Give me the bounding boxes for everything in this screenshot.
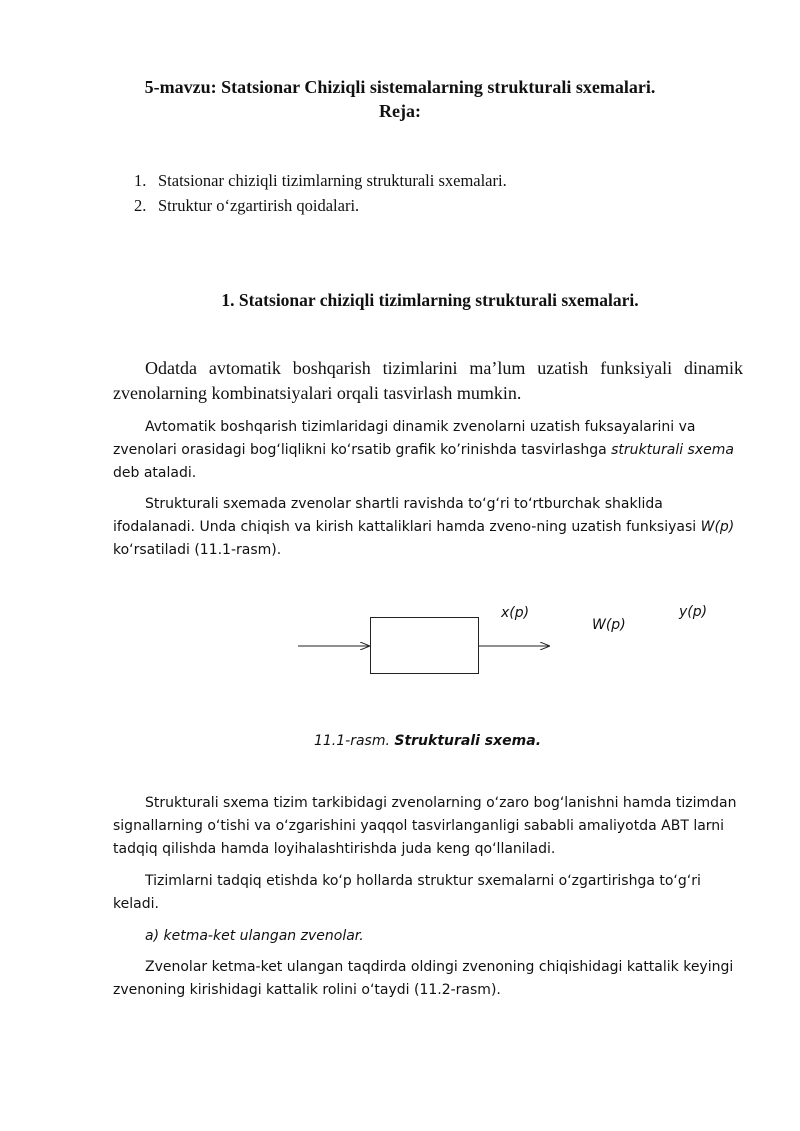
paragraph-text: Strukturali sxemada zvenolar shartli ravishda to‘g‘ri to‘rtburchak shaklida ifodalanadi. Unda chiqish va kirish kattaliklari hamda zveno-ning uzatish funksiyasi (113, 496, 701, 535)
plan-item-number: 2. (134, 196, 147, 215)
plan-heading: Reja: (379, 101, 421, 121)
paragraph-text: deb ataladi. (113, 465, 197, 481)
transformation-paragraph: Tizimlarni tadqiq etishda ko‘p hollarda struktur sxemalarni o‘zgartirishga to‘g‘ri keladi. (113, 873, 701, 912)
emphasis-term: strukturali sxema (611, 442, 734, 458)
transfer-block (371, 618, 479, 674)
plan-item-text: Struktur o‘zgartirish qoidalari. (158, 196, 360, 215)
page-title: 5-mavzu: Statsionar Chiziqli sistemalarning strukturali sxemalari. (144, 77, 656, 97)
intro-paragraph: Odatda avtomatik boshqarish tizimlarini ma’lum uzatish funksiyali dinamik zvenolarning kombinatsiyalari orqali tasvirlash mumkin. (113, 358, 743, 403)
input-signal-label: x(p) (501, 605, 530, 621)
output-signal-label: y(p) (679, 604, 708, 620)
caption-title: Strukturali sxema. (394, 733, 542, 749)
section-title: 1. Statsionar chiziqli tizimlarning strukturali sxemalari. (221, 290, 639, 310)
paragraph-text: Avtomatik boshqarish tizimlaridagi dinamik zvenolarni uzatish fuksayalarini va zvenolari orasidagi bog‘liqlikni ko‘rsatib grafik ko’rinishda tasvirlashga (113, 419, 696, 458)
plan-item-number: 1. (134, 171, 147, 190)
subsection-heading: a) ketma-ket ulangan zvenolar. (145, 928, 364, 944)
figure-caption (0, 733, 800, 749)
transfer-function-symbol: W(p) (700, 519, 735, 535)
usage-paragraph: Strukturali sxema tizim tarkibidagi zvenolarning o‘zaro bog‘lanishni hamda tizimdan signallarning o‘tishi va o‘zgarishini yaqqol tasvirlanganligi sababli amaliyotda ABT larni tadqiq qilishda hamda loyihalashtirishda juda keng qo‘llaniladi. (113, 795, 737, 857)
transfer-function-label: W(p) (592, 617, 626, 633)
caption-number: 11.1-rasm. (313, 733, 395, 749)
series-paragraph: Zvenolar ketma-ket ulangan taqdirda oldingi zvenoning chiqishidagi kattalik keyingi zvenoning kirishidagi kattalik rolini o‘taydi (11.2-rasm). (113, 959, 734, 998)
paragraph-text: ko‘rsatiladi (11.1-rasm). (113, 542, 282, 558)
plan-item-text: Statsionar chiziqli tizimlarning strukturali sxemalari. (158, 171, 507, 190)
